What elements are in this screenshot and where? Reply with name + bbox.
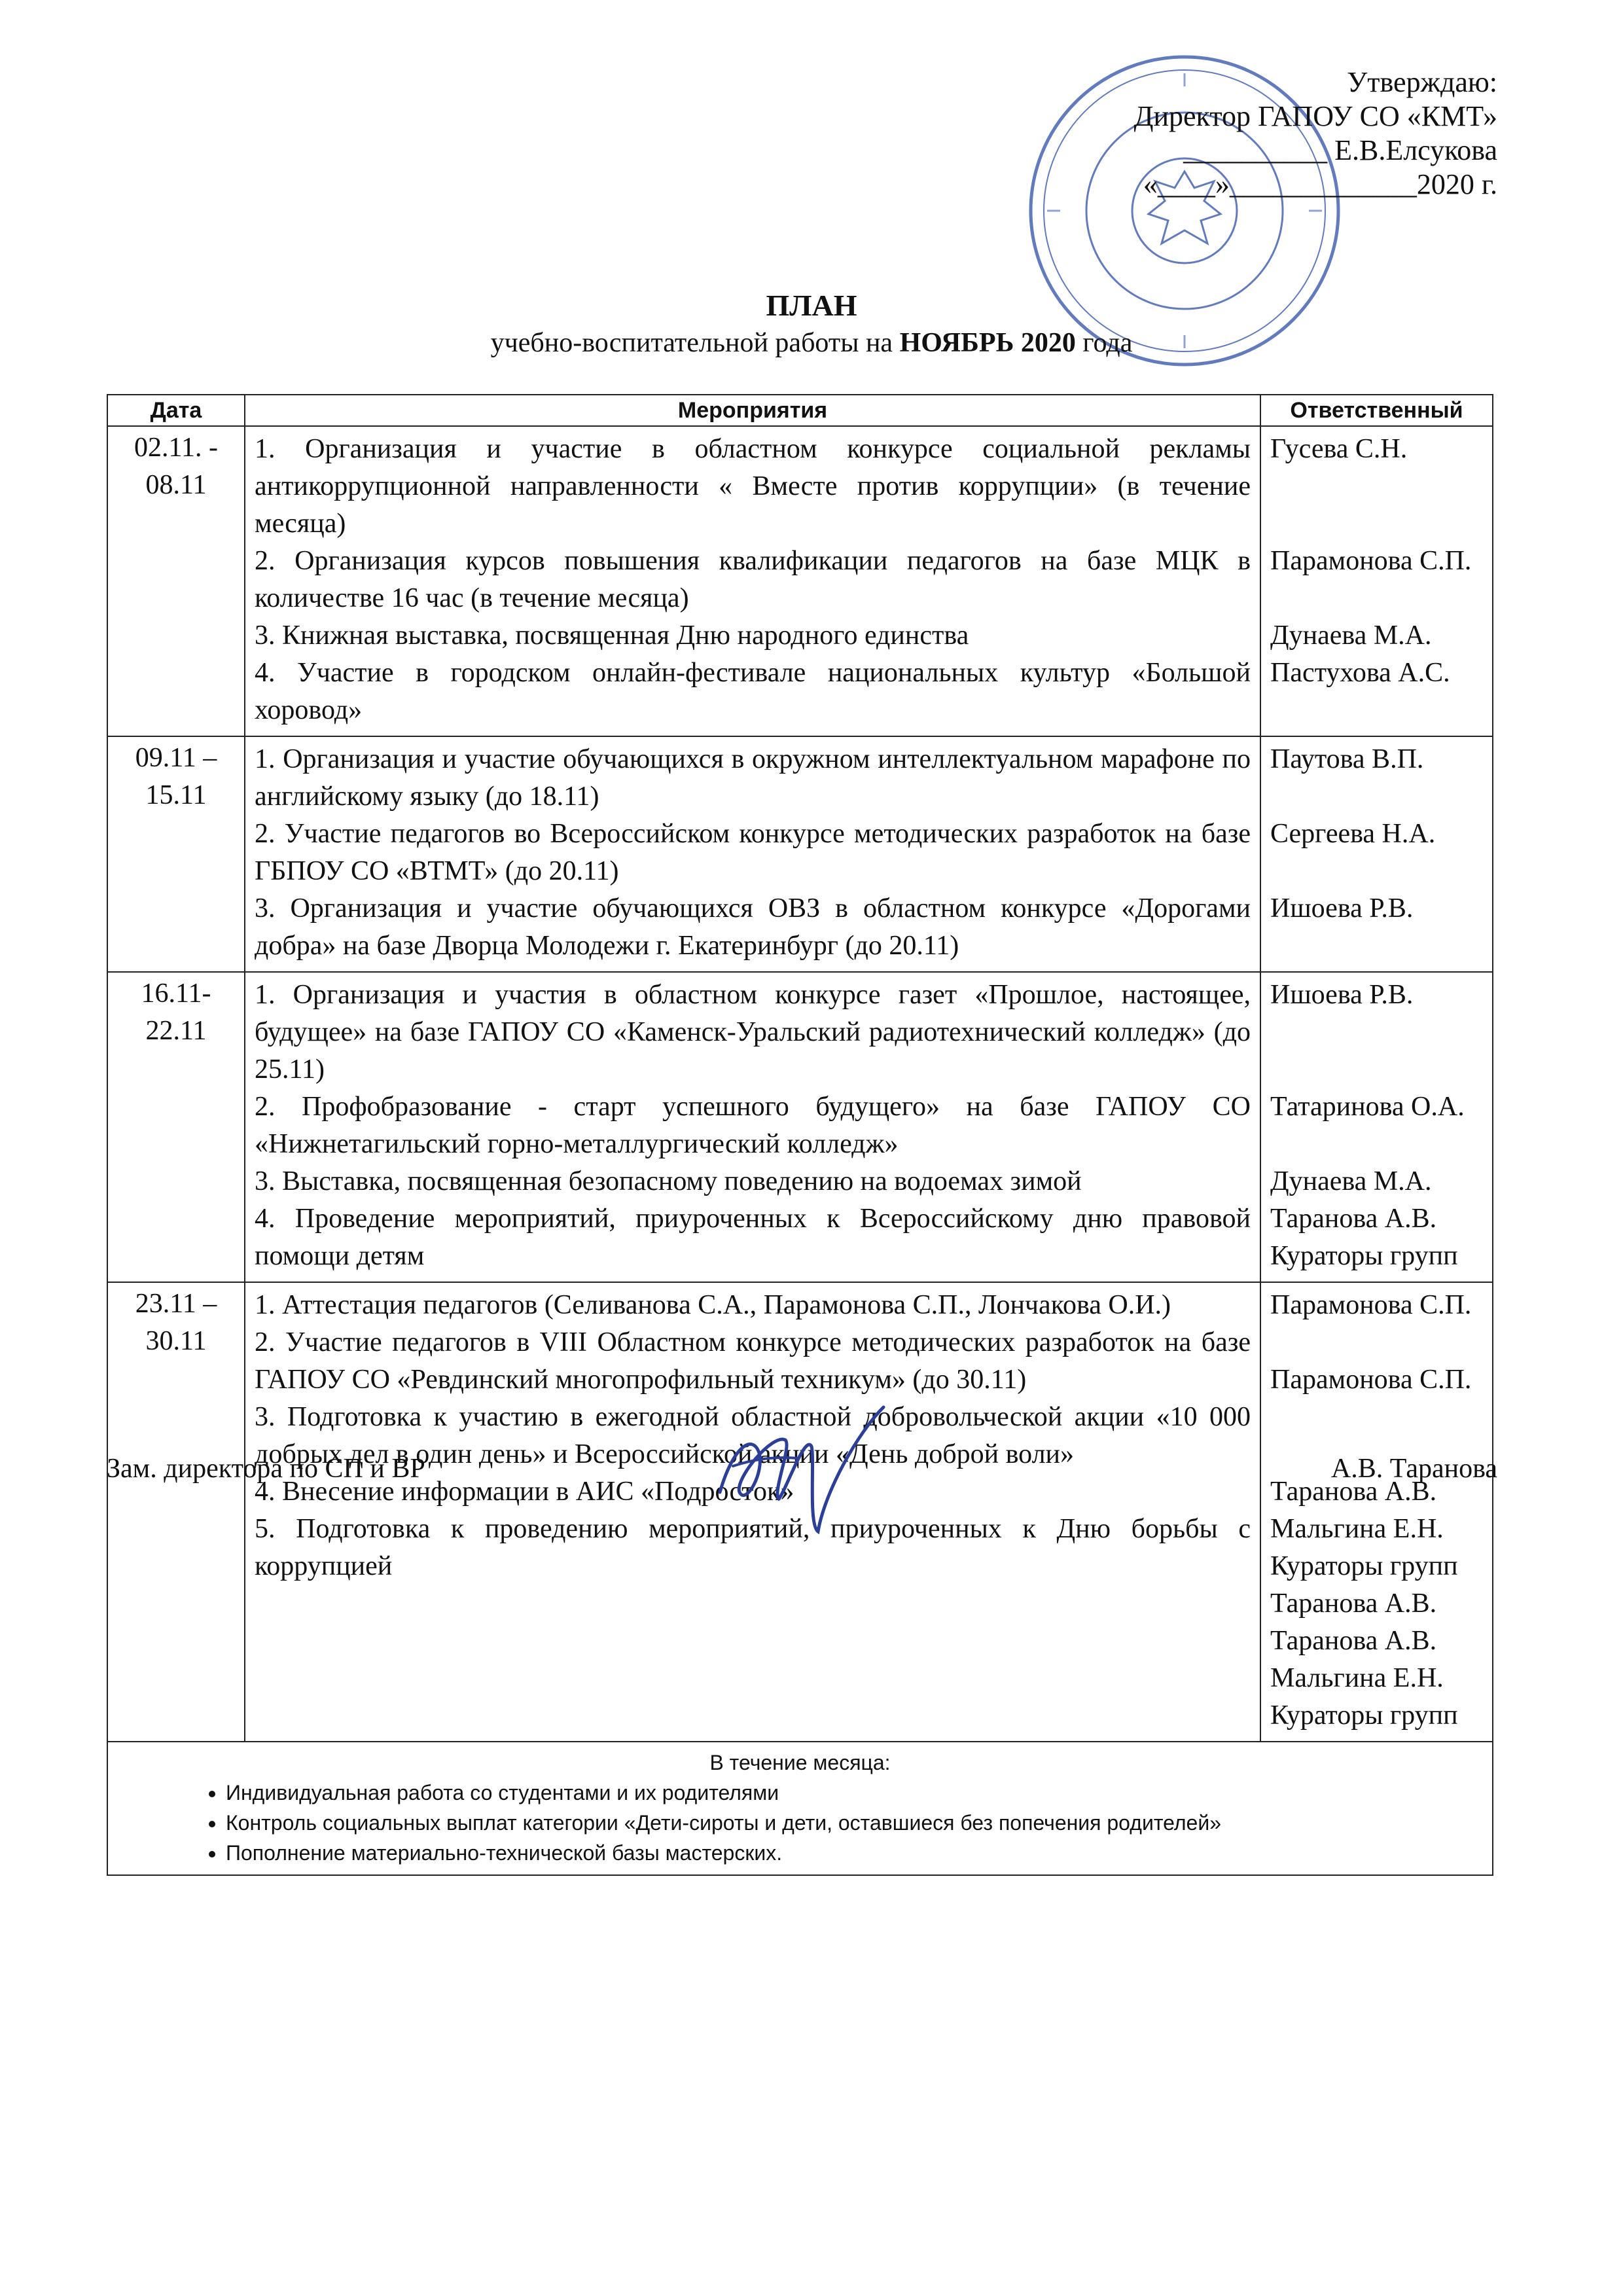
date-line: 08.11 [145,470,207,500]
date-line: 23.11 – [135,1289,217,1319]
responsible-line: Таранова А.В. [1270,1204,1437,1234]
date-line: 16.11- [141,978,211,1009]
table-row [107,736,1493,972]
event-item: 3. Организация и участие обучающихся ОВЗ в областном конкурсе «Дорогами добра» на базе Дворца Молодежи г. Екатеринбург (до 20.11) [255,893,1251,961]
date-cell [107,736,245,972]
event-item: 3. Книжная выставка, посвященная Дню народного единства [255,620,969,651]
header-events: Мероприятия [245,395,1260,426]
event-item: 2. Участие педагогов во Всероссийском конкурсе методических разработок на базе ГБПОУ СО «ВТМТ» (до 20.11) [255,819,1251,886]
date-cell [107,972,245,1282]
responsible-line: Парамонова С.П. [1270,1290,1472,1320]
responsible-cell [1260,426,1493,736]
responsible-line: Паутова В.П. [1270,744,1424,774]
subtitle-month: НОЯБРЬ 2020 [899,328,1076,358]
event-item: 2. Организация курсов повышения квалификации педагогов на базе МЦК в количестве 16 час (в течение месяца) [255,546,1251,613]
date-line: 09.11 – [135,743,217,773]
responsible-line: Мальгина Е.Н. [1270,1663,1444,1693]
event-item: 4. Проведение мероприятий, приуроченных к Всероссийскому дню правовой помощи детям [255,1204,1251,1271]
event-item: 4. Внесение информации в АИС «Подросток» [255,1477,794,1507]
event-item: 4. Участие в городском онлайн-фестивале национальных культур «Большой хоровод» [255,658,1251,725]
subtitle-suffix: года [1075,328,1133,358]
responsible-cell [1260,972,1493,1282]
responsible-line: Гусева С.Н. [1270,434,1408,464]
responsible-line: Татаринова О.А. [1270,1092,1465,1122]
responsible-line: Кураторы групп [1270,1551,1458,1581]
subtitle-prefix: учебно-воспитательной работы на [490,328,900,358]
event-item: 1. Аттестация педагогов (Селиванова С.А., Парамонова С.П., Лончакова О.И.) [255,1290,1171,1320]
responsible-cell [1260,736,1493,972]
list-item: • Контроль социальных выплат категории «Дети-сироты и дети, оставшиеся без попечения родителей» [226,1808,1486,1838]
responsible-line: Таранова А.В. [1270,1477,1437,1507]
document-subtitle [0,327,1623,359]
responsible-line: Таранова А.В. [1270,1588,1437,1619]
date-line: 15.11 [145,780,207,810]
monthly-tasks-list [115,1778,1486,1868]
events-cell [245,426,1260,736]
responsible-cell [1260,1282,1493,1742]
event-item: 2. Профобразование - старт успешного будущего» на базе ГАПОУ СО «Нижнетагильский горно-металлургический колледж» [255,1092,1251,1159]
date-line: 22.11 [145,1016,207,1046]
event-item: 1. Организация и участие обучающихся в окружном интеллектуальном марафоне по английскому языку (до 18.11) [255,744,1251,812]
responsible-line: Мальгина Е.Н. [1270,1514,1444,1544]
date-line: 30.11 [145,1326,207,1356]
table-row [107,426,1493,736]
signatory-position: Зам. директора по СП и ВР [107,1454,425,1484]
events-cell [245,972,1260,1282]
approval-line-3: __________ Е.В.Елсукова [1183,134,1497,166]
responsible-line: Кураторы групп [1270,1700,1458,1731]
events-cell [245,736,1260,972]
monthly-tasks-row [107,1742,1493,1875]
event-item: 5. Подготовка к проведению мероприятий, приуроченных к Дню борьбы с коррупцией [255,1514,1251,1581]
responsible-line: Кураторы групп [1270,1241,1458,1271]
header-date: Дата [107,395,245,426]
responsible-line: Сергеева Н.А. [1270,819,1436,849]
handwritten-signature [694,1394,890,1538]
responsible-line: Дунаева М.А. [1270,620,1432,651]
date-cell [107,426,245,736]
table-row [107,972,1493,1282]
approval-block [1026,65,1497,202]
list-item: • Пополнение материально-технической базы мастерских. [226,1838,1486,1868]
responsible-line: Ишоева Р.В. [1270,893,1414,924]
monthly-tasks-title: В течение месяца: [709,1751,891,1774]
monthly-tasks-cell [107,1742,1493,1875]
document-title: ПЛАН [766,289,857,322]
event-item: 3. Выставка, посвященная безопасному поведению на водоемах зимой [255,1166,1082,1196]
responsible-line: Парамонова С.П. [1270,546,1472,576]
responsible-line: Дунаева М.А. [1270,1166,1432,1196]
date-cell [107,1282,245,1742]
approval-line-2: Директор ГАПОУ СО «КМТ» [1133,100,1497,132]
responsible-line: Парамонова С.П. [1270,1365,1472,1395]
plan-table [107,394,1493,1876]
approval-line-1: Утверждаю: [1347,66,1497,98]
responsible-line: Пастухова А.С. [1270,658,1450,688]
event-item: 3. Подготовка к участию в ежегодной областной добровольческой акции «10 000 добрых дел в один день» и Всероссийской акции «День доброй воли» [255,1402,1251,1469]
event-item: 1. Организация и участия в областном конкурсе газет «Прошлое, настоящее, будущее» на базе ГАПОУ СО «Каменск-Уральский радиотехнический колледж» (до 25.11) [255,980,1251,1085]
table-header-row [107,395,1493,426]
event-item: 2. Участие педагогов в VIII Областном конкурсе методических разработок на базе ГАПОУ СО «Ревдинский многопрофильный техникум» (до 30.11) [255,1327,1251,1395]
date-line: 02.11. - [134,433,218,463]
responsible-line: Ишоева Р.В. [1270,980,1414,1010]
header-responsible: Ответственный [1260,395,1493,426]
signatory-name: А.В. Таранова [1330,1454,1497,1484]
approval-line-4: «____»_____________2020 г. [1143,168,1497,200]
list-item: • Индивидуальная работа со студентами и их родителями [226,1778,1486,1808]
responsible-line: Таранова А.В. [1270,1626,1437,1656]
event-item: 1. Организация и участие в областном конкурсе социальной рекламы антикоррупционной направленности « Вместе против коррупции» (в течение месяца) [255,434,1251,539]
